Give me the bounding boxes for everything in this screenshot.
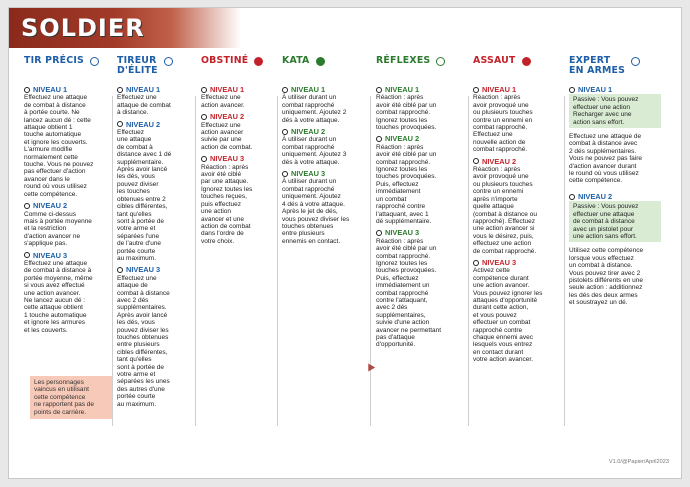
column-tireur-elite bbox=[117, 56, 195, 408]
level-text: Réaction : après avoir provoqué une ou plusieurs touches contre un ennemi après n'importe quelle attaque (combat à distance ou rapproché). Effectuez une action avancer si vous le désirez, puis, effectuez une action de combat rapproché. bbox=[473, 166, 537, 255]
column-obstine bbox=[201, 56, 275, 245]
level-text: Réaction : après avoir été ciblé par un combat rapproché. Ignorez toutes les touches provoquées. Puis, effectuez immédiatement un combat rapproché contre l'attaquant, avec 1 dé supplémentaire. bbox=[376, 143, 437, 225]
level-text: Activez cette compétence durant une action avancer. Vous pouvez ignorer les attaques d'opportunité durant cette action, et vous pouvez effectuer un combat rapproché contre chaque ennemi avec lesquels vous entrez en contact durant votre action avancer. bbox=[473, 267, 543, 364]
level-text: Effectuez une action avancer. bbox=[201, 94, 245, 109]
column-header: ASSAUT bbox=[473, 55, 516, 66]
level-ring-icon bbox=[117, 87, 123, 93]
level-text: Effectuez une attaque de combat à distance à portée courte. Ne lancez aucun dé : cette attaque obtient 1 touche automatique et ignore les couverts. L'armure modifie normalement cette touche. Vous ne pouvez pas effectuer d'action avancer dans le round où vous utilisez cette compétence. bbox=[24, 94, 94, 198]
column-assaut bbox=[473, 56, 561, 364]
level-text: Effectuez une attaque de combat à distance avec 2 dés supplémentaires. Après avoir lancé les dés, vous pouvez diviser les touches obtenues entre plusieurs cibles différentes, tant qu'elles sont à portée de votre arme et séparées les unes des autres d'une portée courte au maximum. bbox=[117, 274, 170, 408]
level-label: NIVEAU 3 bbox=[385, 228, 420, 238]
column-header: KATA bbox=[282, 55, 310, 66]
column-header: TIR PRÉCIS bbox=[24, 55, 84, 66]
level-label: NIVEAU 3 bbox=[33, 250, 68, 260]
level-text: À utiliser durant un combat rapproché uniquement. Ajoutez 3 dés à votre attaque. bbox=[282, 136, 347, 166]
version-footer: V1.0/@Papier/April2023 bbox=[608, 459, 669, 465]
level-ring-icon bbox=[473, 158, 479, 164]
page-title: SOLDIER bbox=[21, 14, 145, 42]
level-label: NIVEAU 3 bbox=[291, 169, 326, 179]
column-expert-en-armes bbox=[569, 56, 661, 307]
level-ring-icon bbox=[473, 260, 479, 266]
level-text: Utilisez cette compétence lorsque vous effectuez un combat à distance. Vous pouvez tirer avec 2 pistolets différents en une seule action : additionnez les dés des deux armes et soustrayez un dé. bbox=[569, 247, 644, 307]
level-ring-icon bbox=[117, 121, 123, 127]
level-ring-icon bbox=[201, 114, 207, 120]
level-label: NIVEAU 1 bbox=[578, 85, 613, 94]
boot-icon bbox=[254, 57, 263, 66]
passive-box: Passive : Vous pouvez effectuer une attaque de combat à distance avec un pistolet pour une action sans effort. bbox=[569, 201, 661, 242]
level-ring-icon bbox=[282, 87, 288, 93]
level-text: Réaction : après avoir provoqué une ou plusieurs touches contre un ennemi en combat rapproché. Effectuez une nouvelle action de combat rapproché. bbox=[473, 94, 533, 154]
column-tir-precis bbox=[24, 56, 116, 334]
level-text: Réaction : après avoir été ciblé par un combat rapproché. Ignorez toutes les touches provoquées. Puis, effectuez immédiatement un combat rapproché contre l'attaquant, avec 2 dés supplémentaires, suivie d'une action avancer ne permettant pas d'attaque d'opportunité. bbox=[376, 237, 442, 349]
fist-icon bbox=[316, 57, 325, 66]
level-text: Comme ci-dessus mais à portée moyenne et la restriction d'action avancer ne s'applique pas. bbox=[24, 210, 92, 248]
level-ring-icon bbox=[376, 136, 382, 142]
level-label: NIVEAU 2 bbox=[126, 119, 161, 129]
level-text: Réaction : après avoir été ciblé par une attaque. Ignorez toutes les touches reçues, puis effectuez une action avancer et une action de combat dans l'ordre de votre choix. bbox=[201, 163, 253, 245]
level-ring-icon bbox=[569, 87, 575, 93]
title-banner bbox=[9, 8, 241, 48]
level-label: NIVEAU 2 bbox=[482, 156, 517, 166]
level-label: NIVEAU 1 bbox=[126, 85, 161, 94]
level-label: NIVEAU 1 bbox=[385, 85, 420, 94]
level-text: À utiliser durant un combat rapproché uniquement. Ajoutez 2 dés à votre attaque. bbox=[282, 94, 347, 124]
level-label: NIVEAU 2 bbox=[210, 112, 245, 122]
level-ring-icon bbox=[282, 129, 288, 135]
column-divider bbox=[468, 96, 469, 426]
level-ring-icon bbox=[24, 87, 30, 93]
skill-sheet bbox=[8, 7, 682, 479]
level-ring-icon bbox=[117, 267, 123, 273]
level-text: Effectuez une attaque de combat à distance. bbox=[117, 94, 171, 117]
column-divider bbox=[370, 96, 371, 426]
level-text: Effectuez une attaque de combat à distance avec 2 dés supplémentaires. Vous ne pouvez pas faire d'action avancer durant le round où vous utilisez cette compétence. bbox=[569, 133, 642, 185]
level-ring-icon bbox=[569, 194, 575, 200]
column-divider bbox=[564, 96, 565, 426]
level-label: NIVEAU 2 bbox=[578, 191, 613, 201]
level-ring-icon bbox=[201, 87, 207, 93]
column-header: TIREUR D'ÉLITE bbox=[117, 55, 158, 76]
passive-box: Passive : Vous pouvez effectuer une action Recharger avec une action sans effort. bbox=[569, 94, 661, 128]
column-header: OBSTINÉ bbox=[201, 55, 249, 66]
level-label: NIVEAU 3 bbox=[126, 265, 161, 275]
level-text: Effectuez une action avancer suivie par une action de combat. bbox=[201, 121, 253, 151]
level-label: NIVEAU 2 bbox=[291, 127, 326, 137]
column-reflexes bbox=[376, 56, 464, 349]
column-kata bbox=[282, 56, 368, 245]
level-label: NIVEAU 3 bbox=[482, 257, 517, 267]
level-ring-icon bbox=[376, 87, 382, 93]
level-label: NIVEAU 2 bbox=[33, 201, 68, 211]
rifle-icon bbox=[631, 57, 640, 66]
column-divider bbox=[277, 96, 278, 426]
level-label: NIVEAU 1 bbox=[291, 85, 326, 94]
level-text: Réaction : après avoir été ciblé par un combat rapproché. Ignorez toutes les touches provoquées. bbox=[376, 94, 437, 132]
blast-icon bbox=[522, 57, 531, 66]
level-label: NIVEAU 1 bbox=[482, 85, 517, 94]
column-header: RÉFLEXES bbox=[376, 55, 431, 66]
level-ring-icon bbox=[24, 203, 30, 209]
level-text: Effectuez une attaque de combat à distance à portée moyenne, même si vous avez effectué une action avancer. Ne lancez aucun dé : cette attaque obtient 1 touche automatique et ignore les armures et les couverts. bbox=[24, 259, 93, 334]
level-ring-icon bbox=[376, 230, 382, 236]
level-ring-icon bbox=[473, 87, 479, 93]
level-label: NIVEAU 1 bbox=[210, 85, 245, 94]
crosshair-icon bbox=[90, 57, 99, 66]
target-icon bbox=[164, 57, 173, 66]
level-ring-icon bbox=[201, 156, 207, 162]
level-label: NIVEAU 3 bbox=[210, 154, 245, 164]
level-label: NIVEAU 1 bbox=[33, 85, 68, 94]
column-header: EXPERT EN ARMES bbox=[569, 55, 626, 76]
level-text: Effectuez une attaque de combat à distance avec 1 dé supplémentaire. Après avoir lancé les dés, vous pouvez diviser les touches obtenues entre 2 cibles différentes, tant qu'elles sont à portée de votre arme et séparées l'une de l'autre d'une portée courte au maximum. bbox=[117, 129, 172, 262]
eye-icon bbox=[436, 57, 445, 66]
level-ring-icon bbox=[24, 252, 30, 258]
level-ring-icon bbox=[282, 171, 288, 177]
level-label: NIVEAU 2 bbox=[385, 134, 420, 144]
column-divider bbox=[195, 96, 196, 426]
career-points-note: Les personnages vaincus en utilisant cette compétence ne rapportent pas de points de carrière. bbox=[30, 376, 112, 419]
level-text: À utiliser durant un combat rapproché uniquement. Ajoutez 4 dés à votre attaque. Après le jet de dés, vous pouvez diviser les touches obtenues entre plusieurs ennemis en contact. bbox=[282, 178, 350, 245]
column-divider bbox=[112, 96, 113, 426]
